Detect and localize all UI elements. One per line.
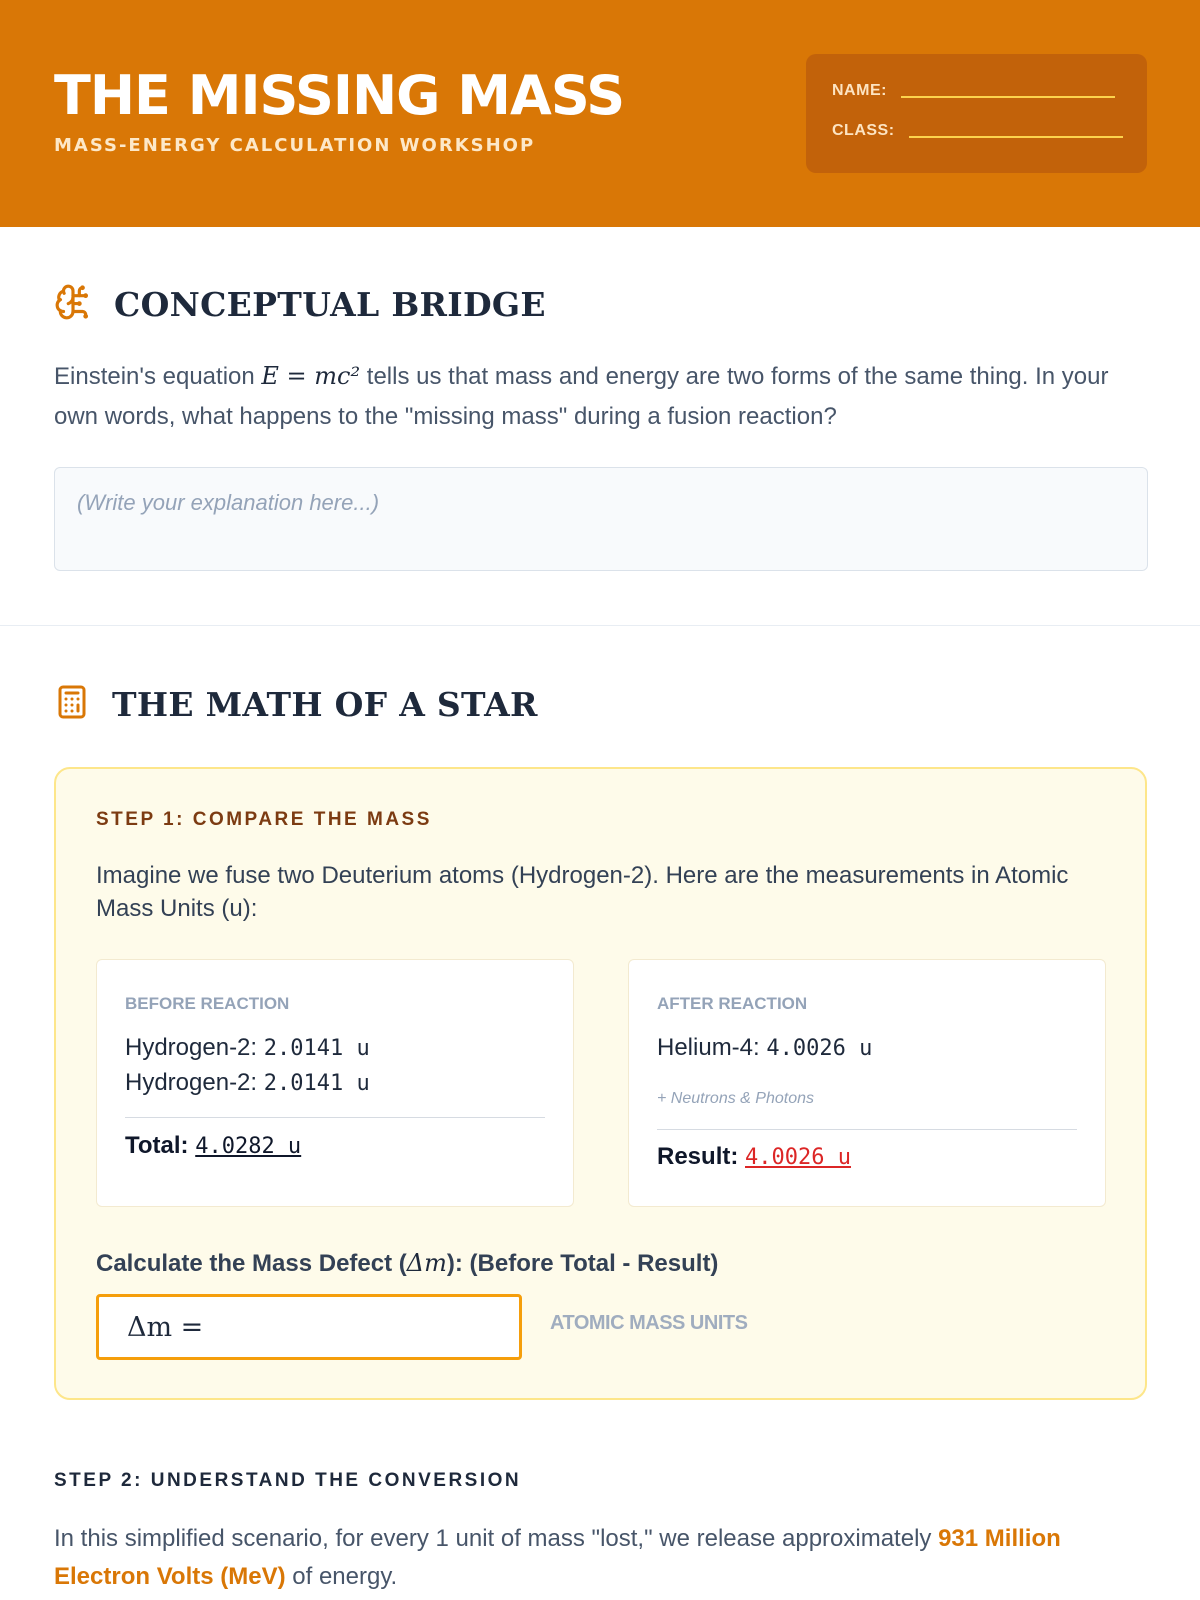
conceptual-prompt (54, 356, 1147, 437)
math-section-heading (54, 683, 1147, 726)
conceptual-title: CONCEPTUAL BRIDGE (114, 285, 546, 324)
student-info-box (806, 54, 1147, 173)
step1-heading: STEP 1: COMPARE THE MASS (96, 809, 432, 830)
before-item (125, 1069, 370, 1097)
after-note: + Neutrons & Photons (657, 1090, 814, 1107)
conceptual-heading (54, 283, 1147, 326)
before-item (125, 1034, 370, 1062)
total-label: Total: (125, 1132, 189, 1159)
step2-text-end: of energy. (292, 1563, 398, 1590)
class-field[interactable] (909, 136, 1123, 138)
prompt-text-end: tells us that mass and energy are two forms of the same thing. In your own words, what happens to the "missing mass" during a fusion reaction? (54, 363, 1109, 430)
item-name: Hydrogen-2: (125, 1034, 258, 1061)
name-row (832, 82, 1115, 100)
item-value: 2.0141 u (263, 1036, 370, 1061)
result-label: Result: (657, 1143, 739, 1170)
name-field[interactable] (901, 96, 1115, 98)
worksheet-title: THE MISSING MASS (54, 64, 625, 127)
before-reaction-card (96, 959, 574, 1207)
item-value: 2.0141 u (263, 1071, 370, 1096)
step2-text-start: In this simplified scenario, for every 1 unit of mass "lost," we release approximately (54, 1525, 932, 1552)
worksheet-header (0, 0, 1200, 227)
after-label: AFTER REACTION (657, 994, 808, 1013)
worksheet-subtitle: MASS-ENERGY CALCULATION WORKSHOP (54, 135, 536, 156)
class-label: CLASS: (832, 122, 895, 139)
calculator-icon (54, 683, 90, 726)
calc-label-end: ): (Before Total - Result) (446, 1250, 719, 1277)
item-name: Helium-4: (657, 1034, 760, 1061)
explanation-input[interactable]: (Write your explanation here...) (54, 467, 1148, 571)
step1-intro: Imagine we fuse two Deuterium atoms (Hydrogen-2). Here are the measurements in Atomic Mass Units (u): (96, 862, 1069, 922)
before-total (125, 1132, 301, 1160)
conceptual-section (54, 283, 1147, 571)
delta-m-symbol: Δm (406, 1249, 447, 1277)
before-label: BEFORE REACTION (125, 994, 290, 1013)
result-value: 4.0026 u (745, 1145, 851, 1170)
after-item (657, 1034, 872, 1062)
equation: E = mc² (261, 362, 361, 390)
energy-highlight: 931 Million Electron Volts (MeV) (54, 1525, 1061, 1590)
calc-label-start: Calculate the Mass Defect ( (96, 1250, 407, 1277)
after-result (657, 1143, 851, 1171)
math-title: THE MATH OF A STAR (112, 685, 538, 724)
card-divider (657, 1129, 1077, 1130)
mass-defect-label (96, 1249, 718, 1278)
total-value: 4.0282 u (195, 1134, 302, 1159)
after-reaction-card (628, 959, 1106, 1207)
units-label: ATOMIC MASS UNITS (550, 1312, 748, 1334)
item-name: Hydrogen-2: (125, 1069, 258, 1096)
math-heading (54, 683, 1147, 726)
item-value: 4.0026 u (766, 1036, 873, 1061)
input-prefix: Δm = (127, 1311, 204, 1343)
brain-icon (54, 283, 92, 326)
section-divider (0, 625, 1200, 626)
mass-defect-input[interactable] (96, 1294, 522, 1360)
card-divider (125, 1117, 545, 1118)
step1-panel (54, 767, 1147, 1400)
name-label: NAME: (832, 82, 887, 99)
class-row (832, 122, 1123, 140)
step2-heading: STEP 2: UNDERSTAND THE CONVERSION (54, 1470, 522, 1491)
prompt-text-start: Einstein's equation (54, 363, 255, 390)
step2-text (54, 1520, 1154, 1596)
